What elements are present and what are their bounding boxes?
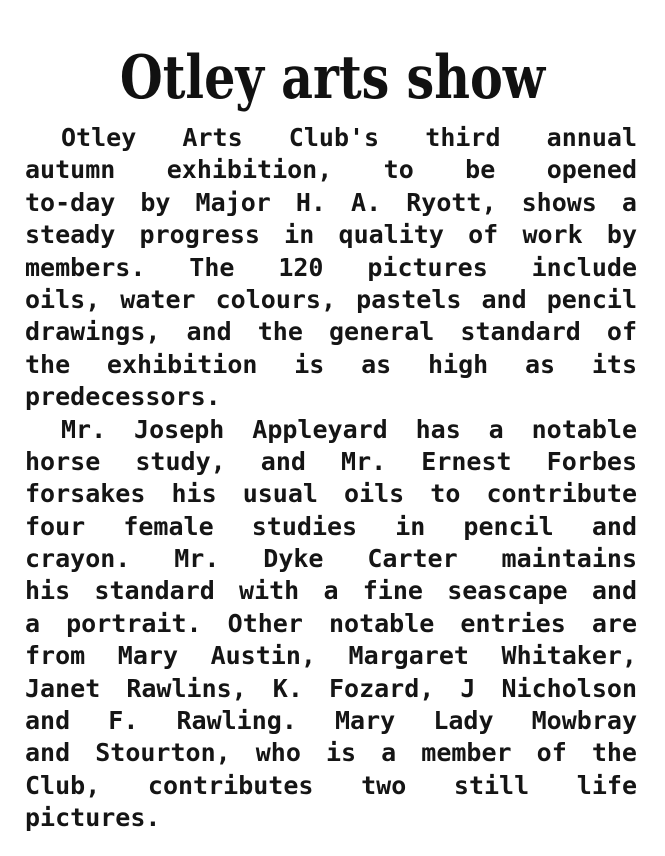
article-line: his standard with a fine seascape and <box>25 576 637 606</box>
article-line: autumn exhibition, to be opened <box>25 155 637 185</box>
article-line: from Mary Austin, Margaret Whitaker, <box>25 641 637 671</box>
article-line: predecessors. <box>25 382 221 412</box>
article-line: Otley Arts Club's third annual <box>61 123 637 152</box>
article-line: oils, water colours, pastels and pencil <box>25 284 637 314</box>
article-line: forsakes his usual oils to contribute <box>25 479 637 509</box>
article-line: Mr. Joseph Appleyard has a notable <box>61 414 637 444</box>
article-line: four female studies in pencil and <box>25 511 637 541</box>
article-line: members. The 120 pictures include <box>25 252 637 282</box>
article-line: to-day by Major H. A. Ryott, shows a <box>25 187 637 217</box>
article-headline: Otley arts show <box>119 43 546 113</box>
article-line: and F. Rawling. Mary Lady Mowbray <box>25 706 637 736</box>
article-line: a portrait. Other notable entries are <box>25 608 637 638</box>
article-line: Janet Rawlins, K. Fozard, J Nicholson <box>25 673 637 703</box>
article-line: Club, contributes two still life <box>25 770 637 800</box>
article-line: crayon. Mr. Dyke Carter maintains <box>25 544 637 574</box>
article-line: drawings, and the general standard of <box>25 317 637 347</box>
article-line: the exhibition is as high as its <box>25 349 637 379</box>
article-line: steady progress in quality of work by <box>25 220 637 250</box>
article-line: horse study, and Mr. Ernest Forbes <box>25 446 637 476</box>
article-line: pictures. <box>25 803 161 833</box>
article-line: and Stourton, who is a member of the <box>25 738 637 768</box>
article-body <box>25 122 637 835</box>
